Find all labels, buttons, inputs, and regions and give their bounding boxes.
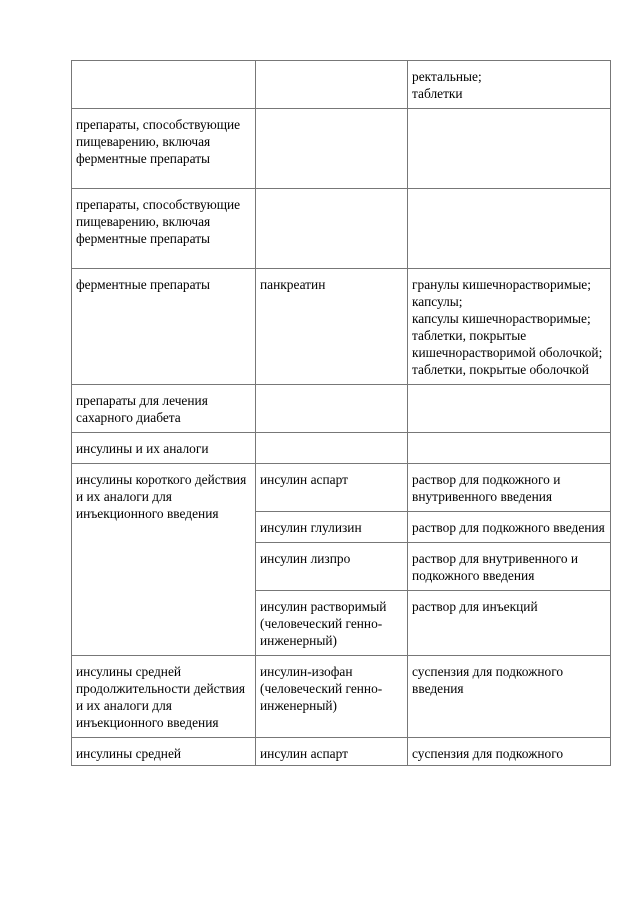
table-row (72, 464, 611, 512)
group-cell: ферментные препараты (72, 269, 256, 385)
dosage-form-cell: суспензия для подкожного введения (408, 656, 611, 738)
group-cell: препараты, способствующие пищеварению, включая ферментные препараты (72, 189, 256, 269)
dosage-form-cell: раствор для подкожного и внутривенного введения (408, 464, 611, 512)
substance-cell: инсулин глулизин (256, 512, 408, 543)
substance-cell: инсулин растворимый (человеческий генно-инженерный) (256, 591, 408, 656)
substance-cell: инсулин лизпро (256, 543, 408, 591)
table-row (72, 109, 611, 189)
dosage-form-cell (408, 189, 611, 269)
substance-cell (256, 61, 408, 109)
substance-cell (256, 433, 408, 464)
group-cell: инсулины средней (72, 738, 256, 766)
dosage-form-cell: раствор для подкожного введения (408, 512, 611, 543)
substance-cell: панкреатин (256, 269, 408, 385)
dosage-form-cell: раствор для инъекций (408, 591, 611, 656)
table-row (72, 385, 611, 433)
dosage-form-cell: гранулы кишечнорастворимые; капсулы; капсулы кишечнорастворимые; таблетки, покрытые кишечнорастворимой оболочкой; таблетки, покрытые оболочкой (408, 269, 611, 385)
substance-cell: инсулин-изофан (человеческий генно-инженерный) (256, 656, 408, 738)
substance-cell: инсулин аспарт (256, 464, 408, 512)
table-row (72, 433, 611, 464)
table-row (72, 656, 611, 738)
dosage-form-cell: раствор для внутривенного и подкожного введения (408, 543, 611, 591)
group-cell: инсулины средней продолжительности действия и их аналоги для инъекционного введения (72, 656, 256, 738)
group-cell: препараты для лечения сахарного диабета (72, 385, 256, 433)
table-row (72, 269, 611, 385)
dosage-form-cell: ректальные; таблетки (408, 61, 611, 109)
group-cell: инсулины и их аналоги (72, 433, 256, 464)
table-row (72, 61, 611, 109)
dosage-form-cell (408, 385, 611, 433)
substance-cell: инсулин аспарт (256, 738, 408, 766)
table-row (72, 189, 611, 269)
substance-cell (256, 385, 408, 433)
dosage-form-cell: суспензия для подкожного (408, 738, 611, 766)
substance-cell (256, 189, 408, 269)
group-cell (72, 61, 256, 109)
table-row (72, 738, 611, 766)
substance-cell (256, 109, 408, 189)
group-cell: препараты, способствующие пищеварению, включая ферментные препараты (72, 109, 256, 189)
drug-list-table (71, 60, 611, 766)
dosage-form-cell (408, 433, 611, 464)
dosage-form-cell (408, 109, 611, 189)
group-cell: инсулины короткого действия и их аналоги для инъекционного введения (72, 464, 256, 656)
